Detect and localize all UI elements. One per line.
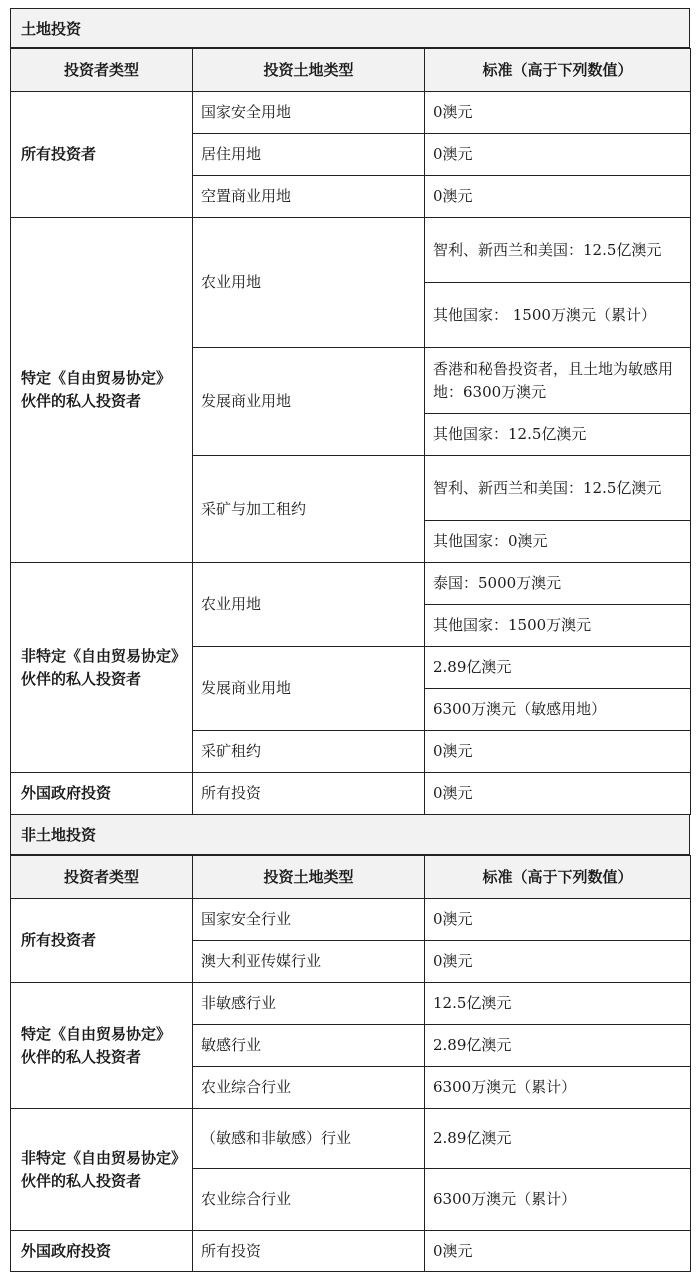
standard-cell: 2.89亿澳元	[425, 1025, 691, 1067]
standard-cell: 0澳元	[425, 1231, 691, 1272]
standard-cell: 香港和秘鲁投资者，且土地为敏感用地：6300万澳元	[425, 348, 691, 414]
type-cell: 农业综合行业	[193, 1169, 425, 1231]
standard-cell: 0澳元	[425, 134, 691, 176]
table-row	[11, 1231, 691, 1272]
table-row	[11, 983, 691, 1025]
type-cell: 采矿租约	[193, 731, 425, 773]
standard-cell: 0澳元	[425, 941, 691, 983]
standard-cell: 其他国家：0澳元	[425, 521, 691, 563]
standard-cell: 0澳元	[425, 731, 691, 773]
type-cell: 居住用地	[193, 134, 425, 176]
table-row	[11, 218, 691, 283]
header-row	[11, 49, 691, 92]
standard-cell: 2.89亿澳元	[425, 1109, 691, 1169]
standard-cell: 智利、新西兰和美国：12.5亿澳元	[425, 456, 691, 521]
investor-cell: 外国政府投资	[11, 773, 193, 815]
type-cell: 空置商业用地	[193, 176, 425, 218]
standard-cell: 其他国家：1500万澳元	[425, 605, 691, 647]
investor-cell: 所有投资者	[11, 92, 193, 218]
land-section-title: 土地投资	[10, 8, 690, 48]
header-land-type: 投资土地类型	[193, 49, 425, 92]
investor-cell: 非特定《自由贸易协定》伙伴的私人投资者	[11, 563, 193, 773]
type-cell: 非敏感行业	[193, 983, 425, 1025]
standard-cell: 其他国家：12.5亿澳元	[425, 414, 691, 456]
table-row	[11, 899, 691, 941]
header-investor: 投资者类型	[11, 49, 193, 92]
investor-cell: 外国政府投资	[11, 1231, 193, 1272]
standard-cell: 智利、新西兰和美国：12.5亿澳元	[425, 218, 691, 283]
regulation-tables	[10, 8, 690, 1272]
nonland-section-title: 非土地投资	[10, 815, 690, 855]
type-cell: 发展商业用地	[193, 348, 425, 456]
standard-cell: 0澳元	[425, 773, 691, 815]
type-cell: 农业用地	[193, 563, 425, 647]
header-standard: 标准（高于下列数值）	[425, 856, 691, 899]
standard-cell: 6300万澳元（敏感用地）	[425, 689, 691, 731]
header-investor: 投资者类型	[11, 856, 193, 899]
standard-cell: 6300万澳元（累计）	[425, 1067, 691, 1109]
header-row	[11, 856, 691, 899]
type-cell: 采矿与加工租约	[193, 456, 425, 563]
investor-cell: 特定《自由贸易协定》伙伴的私人投资者	[11, 218, 193, 563]
header-land-type: 投资土地类型	[193, 856, 425, 899]
type-cell: 发展商业用地	[193, 647, 425, 731]
table-row	[11, 92, 691, 134]
standard-cell: 6300万澳元（累计）	[425, 1169, 691, 1231]
nonland-table	[10, 855, 691, 1272]
standard-cell: 其他国家： 1500万澳元（累计）	[425, 283, 691, 348]
type-cell: 国家安全行业	[193, 899, 425, 941]
standard-cell: 0澳元	[425, 92, 691, 134]
investor-cell: 所有投资者	[11, 899, 193, 983]
standard-cell: 0澳元	[425, 176, 691, 218]
standard-cell: 12.5亿澳元	[425, 983, 691, 1025]
table-row	[11, 1109, 691, 1169]
standard-cell: 2.89亿澳元	[425, 647, 691, 689]
land-table	[10, 48, 691, 815]
investor-cell: 非特定《自由贸易协定》伙伴的私人投资者	[11, 1109, 193, 1231]
standard-cell: 泰国：5000万澳元	[425, 563, 691, 605]
table-row	[11, 773, 691, 815]
type-cell: 澳大利亚传媒行业	[193, 941, 425, 983]
type-cell: 所有投资	[193, 773, 425, 815]
type-cell: 农业综合行业	[193, 1067, 425, 1109]
type-cell: （敏感和非敏感）行业	[193, 1109, 425, 1169]
investor-cell: 特定《自由贸易协定》伙伴的私人投资者	[11, 983, 193, 1109]
type-cell: 农业用地	[193, 218, 425, 348]
type-cell: 国家安全用地	[193, 92, 425, 134]
type-cell: 敏感行业	[193, 1025, 425, 1067]
header-standard: 标准（高于下列数值）	[425, 49, 691, 92]
type-cell: 所有投资	[193, 1231, 425, 1272]
table-row	[11, 563, 691, 605]
standard-cell: 0澳元	[425, 899, 691, 941]
